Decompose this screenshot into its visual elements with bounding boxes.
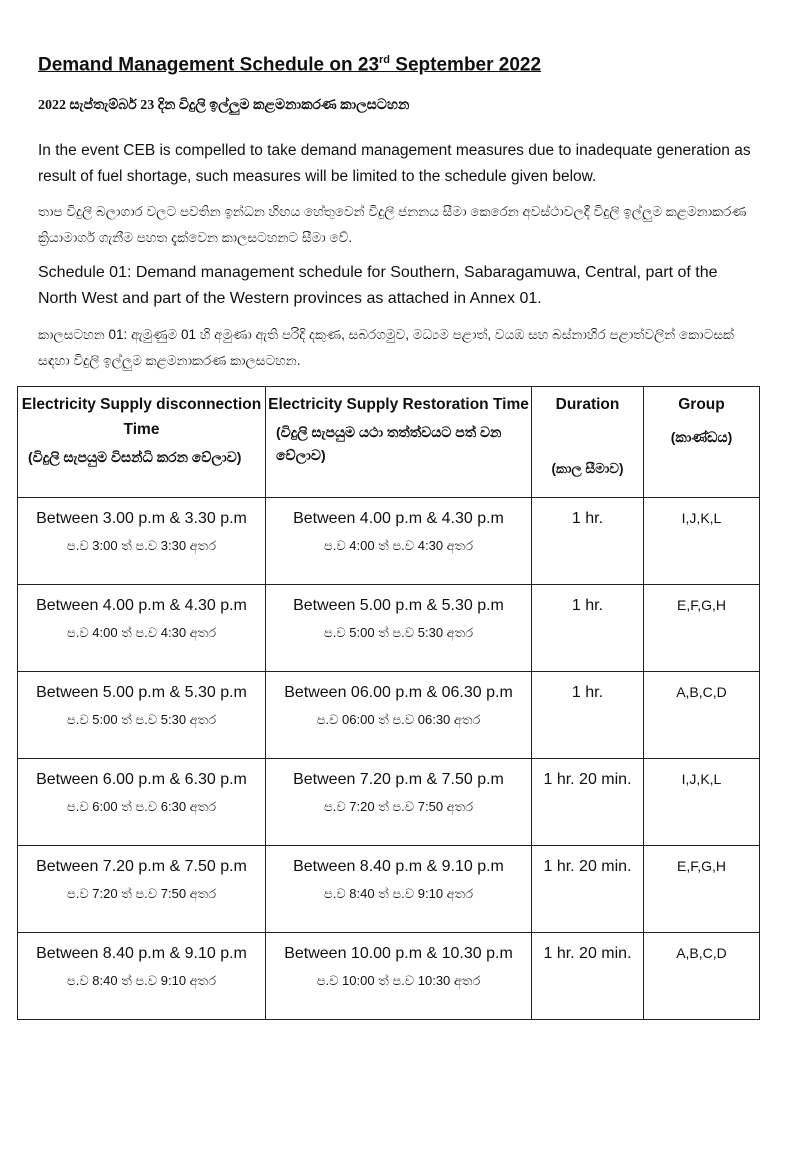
duration-cell [532,846,644,933]
duration-value: 1 hr. [571,510,604,527]
schedule-paragraph-sinhala: කාලසටහන 01: ඇමුණුම 01 හි අමුණා ඇති පරිදි දකුණ, සබරගමුව, මධ්‍යම පළාත්, වයඹ සහ බස්නාහිර පළාත්වලින් කොටසක් සඳහා විදුලි ඉල්ලුම කළමනාකරණ කාලසටහන. [38,327,734,368]
restoration-en: Between 10.00 p.m & 10.30 p.m [284,945,513,962]
group-cell [644,933,760,1020]
title-end: September 2022 [390,54,542,76]
group-value: E,F,G,H [676,597,726,613]
disconnection-si: ප.ව 4:00 ත් ප.ව 4:30 අතර [66,625,217,640]
disconnection-cell [18,498,266,585]
disconnection-cell [18,759,266,846]
duration-value: 1 hr. [571,684,604,701]
restoration-si: ප.ව 4:00 ත් ප.ව 4:30 අතර [323,538,474,553]
group-value: I,J,K,L [681,771,722,787]
duration-value: 1 hr. [571,597,604,614]
disconnection-cell [18,672,266,759]
group-value: A,B,C,D [676,945,727,961]
group-cell [644,585,760,672]
duration-value: 1 hr. 20 min. [543,945,632,962]
disconnection-cell [18,933,266,1020]
restoration-en: Between 8.40 p.m & 9.10 p.m [293,858,504,875]
header-disconnection-si: (විදුලි සැපයුම විසන්ධි කරන වේලාව) [28,449,242,465]
group-value: A,B,C,D [676,684,727,700]
header-group [644,387,760,498]
duration-value: 1 hr. 20 min. [543,858,632,875]
group-cell [644,672,760,759]
restoration-si: ප.ව 5:00 ත් ප.ව 5:30 අතර [323,625,474,640]
table-row [18,933,760,1020]
title-superscript: rd [379,54,391,66]
disconnection-cell [18,585,266,672]
duration-cell [532,933,644,1020]
table-row [18,585,760,672]
disconnection-en: Between 6.00 p.m & 6.30 p.m [36,771,247,788]
table-row [18,672,760,759]
header-group-en: Group [678,396,725,413]
disconnection-si: ප.ව 3:00 ත් ප.ව 3:30 අතර [66,538,217,553]
duration-cell [532,585,644,672]
header-disconnection-time [18,387,266,498]
table-row [18,498,760,585]
intro-paragraph-sinhala: තාප විදුලි බලාගාර වලට පවතින ඉන්ධන හිඟය හේතුවෙන් විදුලි ජනනය සීමා කෙරෙන අවස්ථාවලදී විදුලි ඉල්ලුම කළමනාකරණ ක්‍රියාමාර්ග ගැනීම පහත දැක්වෙන කාලසටහනට සීමා වේ. [38,204,747,245]
disconnection-en: Between 8.40 p.m & 9.10 p.m [36,945,247,962]
disconnection-si: ප.ව 7:20 ත් ප.ව 7:50 අතර [66,886,217,901]
restoration-si: ප.ව 8:40 ත් ප.ව 9:10 අතර [323,886,474,901]
restoration-si: ප.ව 10:00 ත් ප.ව 10:30 අතර [316,973,481,988]
header-restoration-si: (විදුලි සැපයුම යථා තත්ත්වයට පත් වන වේලාව) [276,424,502,463]
group-cell [644,846,760,933]
restoration-en: Between 5.00 p.m & 5.30 p.m [293,597,504,614]
document-title [38,54,541,76]
restoration-cell [266,933,532,1020]
header-disconnection-en: Electricity Supply disconnection Time [21,396,262,438]
title-main: Demand Management Schedule on 23 [38,54,380,76]
disconnection-en: Between 4.00 p.m & 4.30 p.m [36,597,247,614]
duration-cell [532,759,644,846]
restoration-cell [266,585,532,672]
table-row [18,759,760,846]
restoration-cell [266,672,532,759]
group-value: E,F,G,H [676,858,726,874]
restoration-en: Between 06.00 p.m & 06.30 p.m [284,684,513,701]
disconnection-si: ප.ව 5:00 ත් ප.ව 5:30 අතර [66,712,217,727]
disconnection-si: ප.ව 8:40 ත් ප.ව 9:10 අතර [66,973,217,988]
restoration-cell [266,759,532,846]
document-title-sinhala: 2022 සැප්තැම්බර් 23 දින විදුලි ඉල්ලුම කළමනාකරණ කාලසටහන [38,98,410,113]
restoration-si: ප.ව 7:20 ත් ප.ව 7:50 අතර [323,799,474,814]
header-duration [532,387,644,498]
schedule-paragraph-english: Schedule 01: Demand management schedule for Southern, Sabaragamuwa, Central, part of the North West and part of the Western provinces as attached in Annex 01. [38,264,718,307]
intro-paragraph-english: In the event CEB is compelled to take demand management measures due to inadequate generation as result of fuel shortage, such measures will be limited to the schedule given below. [38,142,751,185]
schedule-table [17,386,760,1020]
duration-cell [532,672,644,759]
table-header-row [18,387,760,498]
group-cell [644,759,760,846]
disconnection-si: ප.ව 6:00 ත් ප.ව 6:30 අතර [66,799,217,814]
restoration-en: Between 4.00 p.m & 4.30 p.m [293,510,504,527]
restoration-en: Between 7.20 p.m & 7.50 p.m [293,771,504,788]
disconnection-cell [18,846,266,933]
table-row [18,846,760,933]
header-duration-en: Duration [555,396,620,413]
restoration-cell [266,498,532,585]
disconnection-en: Between 7.20 p.m & 7.50 p.m [36,858,247,875]
disconnection-en: Between 3.00 p.m & 3.30 p.m [36,510,247,527]
disconnection-en: Between 5.00 p.m & 5.30 p.m [36,684,247,701]
duration-cell [532,498,644,585]
header-restoration-en: Electricity Supply Restoration Time [268,396,529,413]
header-restoration-time [266,387,532,498]
group-cell [644,498,760,585]
group-value: I,J,K,L [681,510,722,526]
header-group-si: (කාණ්ඩය) [670,429,733,445]
restoration-cell [266,846,532,933]
header-duration-si: (කාල සීමාව) [551,461,624,476]
duration-value: 1 hr. 20 min. [543,771,632,788]
restoration-si: ප.ව 06:00 ත් ප.ව 06:30 අතර [316,712,481,727]
